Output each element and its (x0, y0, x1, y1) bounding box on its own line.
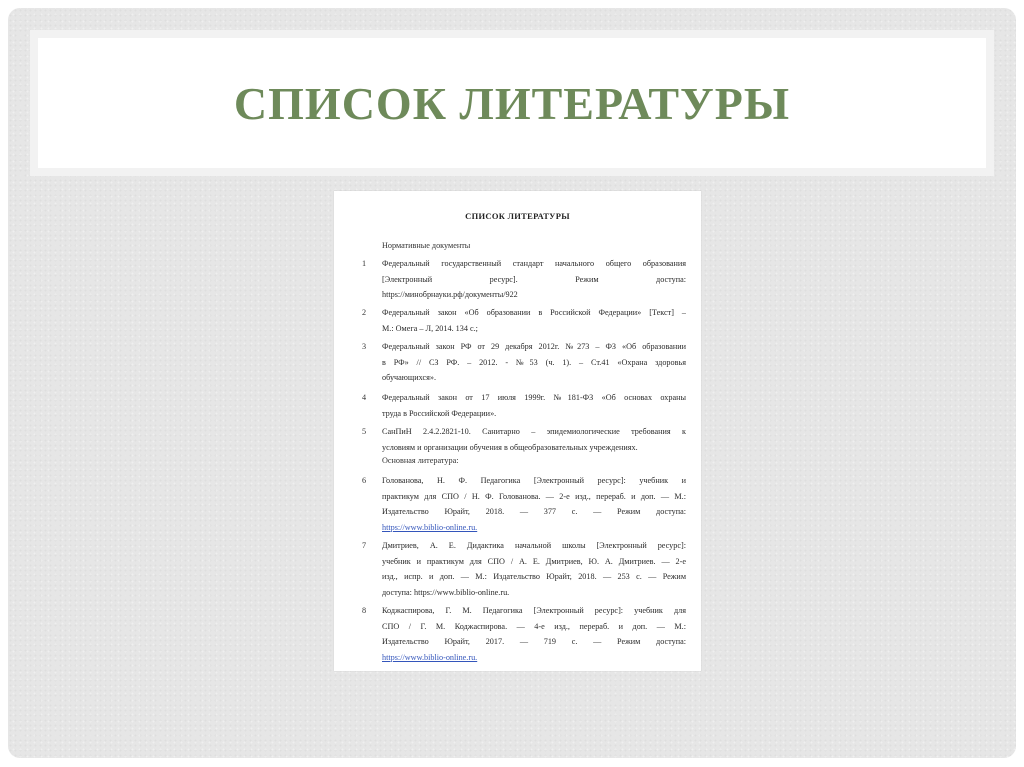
entry-line: Федеральный закон от 17 июля 1999г. №181-ФЗ «Об основах охраны (382, 393, 686, 402)
reference-link[interactable]: https://www.biblio-online.ru. (382, 522, 478, 532)
entry-line: СПО / Г. М. Коджаспирова. — 4-е изд., перераб. и доп. — М.: (382, 621, 686, 631)
entry-number: 6 (362, 476, 367, 485)
entry-line: Федеральный закон «Об образовании в Российской Федерации» [Текст] – (382, 308, 686, 317)
entry-number: 2 (362, 308, 367, 317)
entry-line: М.: Омега – Л, 2014. 134 с.; (382, 323, 478, 333)
entry-line: Федеральный закон РФ от 29 декабря 2012г. №273 – ФЗ «Об образовании (382, 342, 686, 351)
entry-line: учебник и практикум для СПО / А. Е. Дмитриев, Ю. А. Дмитриев. — 2-е (382, 556, 686, 566)
entry-line: Коджаспирова, Г. М. Педагогика [Электронный ресурс]: учебник для (382, 606, 686, 615)
entry-line: условиям и организации обучения в общеобразовательных учреждениях. (382, 442, 638, 452)
reference-link[interactable]: https://www.biblio-online.ru. (382, 652, 478, 662)
section-normative: Нормативные документы (382, 241, 471, 250)
slide-title: СПИСОК ЛИТЕРАТУРЫ (233, 77, 791, 129)
entry-line: в РФ» // СЗ РФ. – 2012. - №53 (ч. 1). – Ст.41 «Охрана здоровья (382, 357, 686, 367)
slide (8, 8, 1016, 758)
entry-line: Федеральный государственный стандарт начального общего образования (382, 259, 686, 268)
entry-number: 7 (362, 541, 367, 550)
entry-line: труда в Российской Федерации». (382, 408, 497, 418)
document-image (334, 191, 701, 671)
entry-number: 3 (362, 342, 367, 351)
entry-line: [Электронный ресурс]. Режим доступа: (382, 274, 686, 284)
document-title: СПИСОК ЛИТЕРАТУРЫ (465, 211, 570, 221)
entry-line: https://минобрнауки.рф/документы/922 (382, 290, 518, 299)
entry-line: Издательство Юрайт, 2017. — 719 с. — Режим доступа: (382, 637, 686, 646)
section-main: Основная литература: (382, 456, 459, 465)
entry-line: Дмитриев, А. Е. Дидактика начальной школы [Электронный ресурс]: (382, 541, 686, 550)
entry-line: практикум для СПО / Н. Ф. Голованова. — 2-е изд., перераб. и доп. — М.: (382, 491, 686, 501)
entry-number: 1 (362, 259, 367, 268)
entry-number: 4 (362, 393, 367, 402)
title-frame (30, 30, 994, 176)
entry-number: 8 (362, 606, 367, 615)
entry-line: Издательство Юрайт, 2018. — 377 с. — Режим доступа: (382, 507, 686, 516)
entry-line: СанПиН 2.4.2.2821-10. Санитарно – эпидемиологические требования к (382, 427, 686, 436)
entry-line: изд., испр. и доп. — М.: Издательство Юрайт, 2018. — 253 с. — Режим (382, 572, 686, 581)
entry-line: Голованова, Н. Ф. Педагогика [Электронный ресурс]: учебник и (382, 476, 686, 485)
entry-line: доступа: https://www.biblio-online.ru. (382, 587, 510, 597)
title-box (38, 38, 986, 168)
entry-number: 5 (362, 427, 367, 436)
entry-line: обучающихся». (382, 373, 436, 382)
